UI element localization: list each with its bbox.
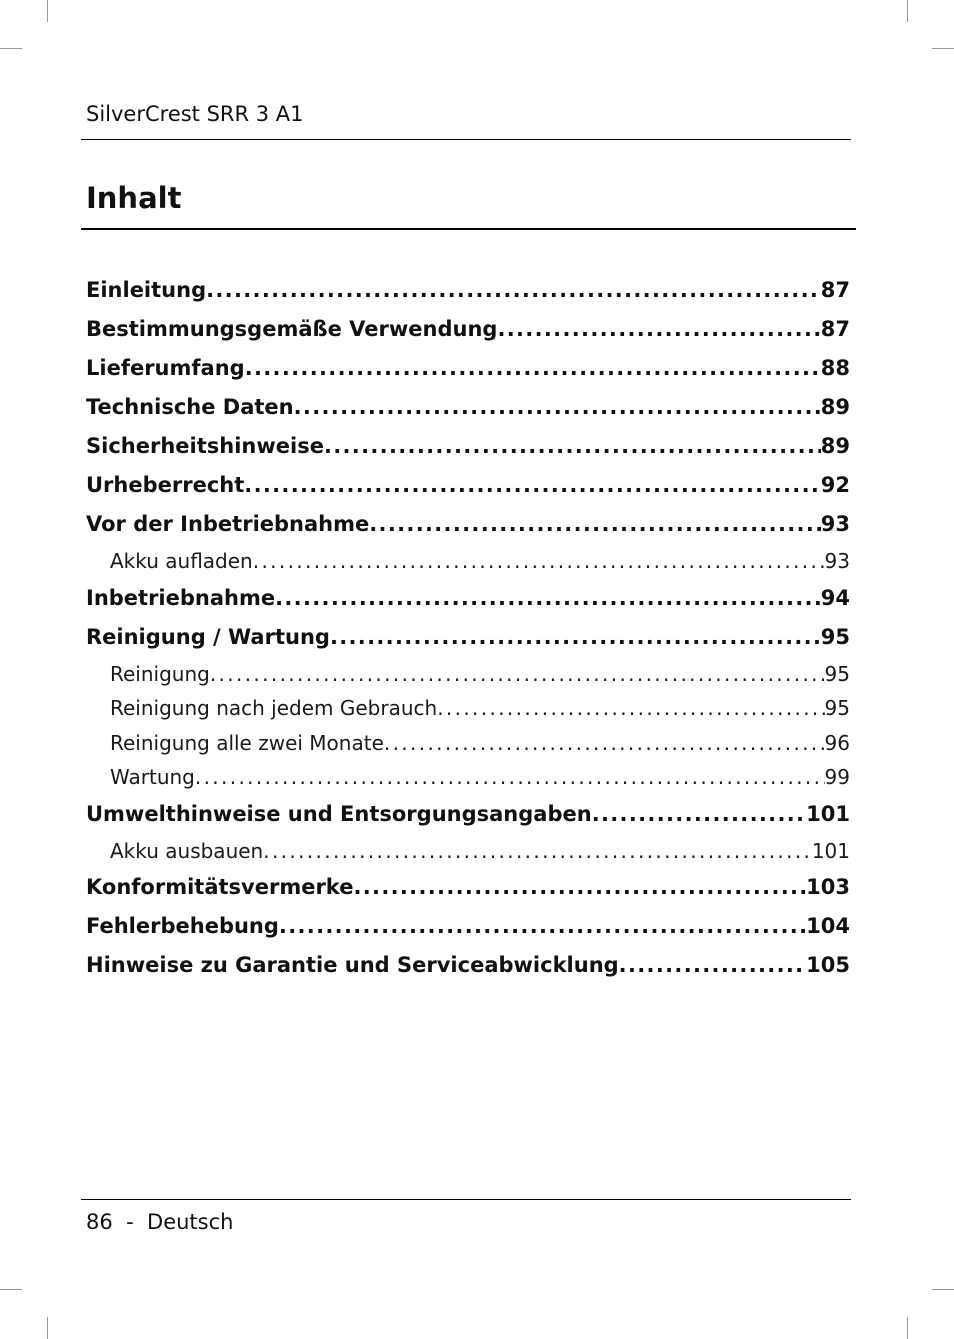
toc-entry-page: 87 [820, 317, 850, 341]
crop-mark [47, 0, 48, 22]
footer-language: Deutsch [147, 1210, 234, 1234]
toc-dot-leader [324, 427, 821, 466]
crop-mark [0, 48, 22, 49]
toc-entry-page: 93 [820, 512, 850, 536]
toc-entry[interactable] [86, 505, 850, 544]
toc-entry-page: 92 [820, 473, 850, 497]
toc-entry[interactable] [86, 946, 850, 985]
toc-entry-title: Reinigung nach jedem Gebrauch [110, 696, 438, 720]
toc-entry-page: 95 [824, 696, 850, 720]
running-header: SilverCrest SRR 3 A1 [86, 102, 304, 126]
toc-entry[interactable] [86, 868, 850, 907]
toc-entry-title: Bestimmungsgemäße Verwendung [86, 317, 498, 341]
toc-subentry[interactable] [86, 834, 850, 869]
toc-entry[interactable] [86, 427, 850, 466]
toc-entry-title: Urheberrecht [86, 473, 245, 497]
toc-entry[interactable] [86, 271, 850, 310]
toc-entry[interactable] [86, 579, 850, 618]
toc-entry-title: Akku aufladen [110, 549, 253, 573]
toc-entry-title: Reinigung / Wartung [86, 624, 330, 649]
toc-entry-page: 104 [806, 914, 850, 938]
toc-dot-leader [279, 907, 806, 946]
toc-dot-leader [497, 310, 820, 349]
toc-entry-page: 103 [806, 875, 850, 899]
toc-dot-leader [619, 946, 806, 985]
toc-entry-title: Sicherheitshinweise [86, 434, 324, 458]
crop-mark [932, 48, 954, 49]
toc-dot-leader [263, 834, 812, 869]
toc-dot-leader [294, 388, 821, 427]
toc-entry-title: Reinigung [110, 661, 210, 686]
page-footer [86, 1208, 233, 1236]
toc-dot-leader [206, 271, 821, 310]
toc-entry-page: 89 [820, 434, 850, 458]
toc-entry-page: 105 [806, 953, 850, 977]
toc-dot-leader [330, 618, 821, 657]
crop-mark [907, 1317, 908, 1339]
toc-dot-leader [437, 691, 824, 726]
toc-entry[interactable] [86, 310, 850, 349]
table-of-contents [86, 271, 850, 985]
toc-subentry[interactable] [86, 657, 850, 692]
crop-mark [907, 0, 908, 22]
toc-dot-leader [210, 657, 825, 692]
toc-entry-title: Akku ausbauen [110, 838, 264, 863]
toc-subentry[interactable] [86, 726, 850, 761]
footer-rule [81, 1199, 851, 1200]
toc-entry-page: 88 [820, 356, 850, 380]
toc-entry-title: Konformitätsvermerke [86, 875, 354, 899]
toc-entry-page: 89 [820, 395, 850, 419]
header-rule [81, 139, 851, 140]
toc-subentry[interactable] [86, 760, 850, 795]
footer-separator: - [126, 1210, 134, 1234]
toc-entry-page: 95 [824, 661, 850, 686]
toc-entry[interactable] [86, 388, 850, 427]
toc-dot-leader [195, 760, 825, 795]
toc-dot-leader [592, 795, 806, 834]
toc-entry-page: 101 [806, 801, 850, 826]
crop-mark [0, 1289, 22, 1290]
footer-page-number: 86 [86, 1210, 113, 1234]
toc-dot-leader [253, 544, 825, 579]
toc-entry-title: Vor der Inbetriebnahme [86, 512, 370, 536]
toc-entry-page: 93 [824, 549, 850, 573]
toc-dot-leader [275, 579, 821, 618]
toc-entry[interactable] [86, 907, 850, 946]
toc-entry-title: Inbetriebnahme [86, 585, 276, 610]
toc-entry[interactable] [86, 618, 850, 657]
heading-rule [81, 228, 856, 230]
toc-entry-title: Fehlerbehebung [86, 914, 279, 938]
toc-entry-title: Wartung [110, 765, 195, 789]
toc-entry[interactable] [86, 349, 850, 388]
toc-entry-title: Hinweise zu Garantie und Serviceabwicklung [86, 953, 619, 977]
crop-mark [47, 1317, 48, 1339]
toc-dot-leader [244, 466, 820, 505]
toc-entry-page: 95 [820, 624, 850, 649]
toc-entry-title: Umwelthinweise und Entsorgungsangaben [86, 801, 592, 826]
toc-entry-page: 96 [824, 730, 850, 755]
toc-entry-title: Lieferumfang [86, 356, 245, 380]
toc-entry-title: Einleitung [86, 278, 207, 302]
toc-subentry[interactable] [86, 691, 850, 726]
toc-entry-page: 94 [820, 585, 850, 610]
crop-mark [932, 1289, 954, 1290]
toc-entry-page: 101 [811, 838, 850, 863]
toc-entry[interactable] [86, 795, 850, 834]
toc-dot-leader [384, 726, 825, 761]
toc-entry-title: Reinigung alle zwei Monate [110, 730, 384, 755]
toc-entry-title: Technische Daten [86, 395, 294, 419]
toc-dot-leader [369, 505, 821, 544]
toc-entry-page: 87 [820, 278, 850, 302]
page-title: Inhalt [86, 181, 182, 215]
toc-entry-page: 99 [824, 765, 850, 789]
toc-subentry[interactable] [86, 544, 850, 579]
toc-dot-leader [245, 349, 821, 388]
toc-dot-leader [353, 868, 806, 907]
toc-entry[interactable] [86, 466, 850, 505]
